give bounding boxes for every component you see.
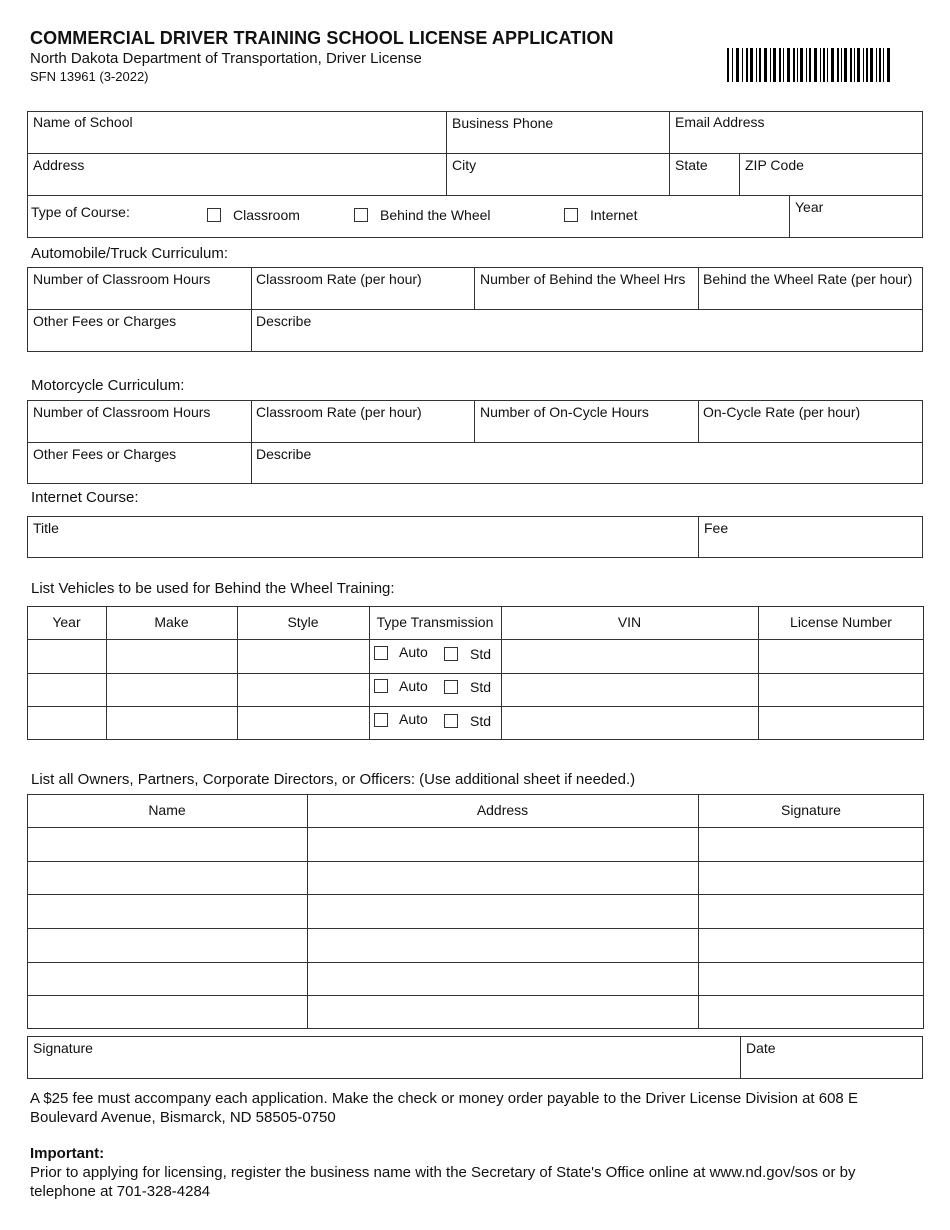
behind-the-wheel-option-label: Behind the Wheel (380, 207, 491, 223)
vehicles-col-make: Make (154, 614, 189, 630)
owners-col-signature: Signature (781, 802, 841, 818)
vehicle-3-std-label: Std (470, 713, 492, 729)
internet-option-label: Internet (590, 207, 638, 223)
date-field[interactable]: Date (746, 1040, 776, 1056)
address-field[interactable]: Address (33, 157, 85, 173)
vehicle-3-auto-checkbox[interactable] (374, 713, 388, 727)
auto-btw-hours-field[interactable]: Number of Behind the Wheel Hrs (480, 271, 686, 287)
moto-cycle-rate-field[interactable]: On-Cycle Rate (per hour) (703, 404, 861, 420)
moto-describe-field[interactable]: Describe (256, 446, 312, 462)
auto-other-fees-field[interactable]: Other Fees or Charges (33, 313, 177, 329)
auto-classroom-rate-field[interactable]: Classroom Rate (per hour) (256, 271, 422, 287)
moto-classroom-rate-field[interactable]: Classroom Rate (per hour) (256, 404, 422, 420)
form-title: COMMERCIAL DRIVER TRAINING SCHOOL LICENSE APPLICATION (30, 28, 614, 48)
internet-title-field[interactable]: Title (33, 520, 59, 536)
moto-curriculum-heading: Motorcycle Curriculum: (31, 377, 185, 394)
internet-course-table (27, 516, 923, 558)
city-field[interactable]: City (452, 157, 477, 173)
email-field[interactable]: Email Address (675, 114, 765, 130)
signature-table (27, 1036, 923, 1079)
important-heading: Important: (30, 1145, 105, 1162)
year-field[interactable]: Year (795, 199, 824, 215)
vehicle-1-std-label: Std (470, 646, 492, 662)
moto-other-fees-field[interactable]: Other Fees or Charges (33, 446, 177, 462)
auto-classroom-hours-field[interactable]: Number of Classroom Hours (33, 271, 211, 287)
owners-heading: List all Owners, Partners, Corporate Directors, or Officers: (Use additional sheet if needed.) (31, 771, 636, 788)
vehicles-heading: List Vehicles to be used for Behind the Wheel Training: (31, 580, 395, 597)
moto-cycle-hours-field[interactable]: Number of On-Cycle Hours (480, 404, 649, 420)
vehicle-2-std-label: Std (470, 679, 492, 695)
auto-btw-rate-field[interactable]: Behind the Wheel Rate (per hour) (703, 271, 913, 287)
vehicle-1-std-checkbox[interactable] (444, 647, 458, 661)
owners-col-address: Address (476, 802, 529, 818)
vehicles-col-year: Year (52, 614, 81, 630)
vehicles-col-vin: VIN (617, 614, 642, 630)
vehicle-3-std-checkbox[interactable] (444, 714, 458, 728)
internet-course-heading: Internet Course: (31, 489, 139, 506)
vehicle-1-auto-checkbox[interactable] (374, 646, 388, 660)
form-number: SFN 13961 (3-2022) (30, 69, 149, 84)
vehicle-2-auto-checkbox[interactable] (374, 679, 388, 693)
auto-curriculum-heading: Automobile/Truck Curriculum: (31, 245, 228, 262)
barcode-image (727, 48, 890, 82)
business-phone-field[interactable]: Business Phone (452, 115, 554, 131)
owners-col-name: Name (148, 802, 186, 818)
zip-field[interactable]: ZIP Code (745, 157, 804, 173)
moto-classroom-hours-field[interactable]: Number of Classroom Hours (33, 404, 211, 420)
vehicle-1-auto-label: Auto (399, 644, 428, 660)
vehicle-3-auto-label: Auto (399, 711, 428, 727)
auto-describe-field[interactable]: Describe (256, 313, 312, 329)
vehicle-2-auto-label: Auto (399, 678, 428, 694)
vehicle-2-std-checkbox[interactable] (444, 680, 458, 694)
school-name-field[interactable]: Name of School (33, 114, 133, 130)
vehicles-col-style: Style (287, 614, 319, 630)
state-field[interactable]: State (675, 157, 708, 173)
vehicles-col-license: License Number (790, 614, 892, 630)
department-name: North Dakota Department of Transportation, Driver License (30, 50, 422, 67)
fee-note: A $25 fee must accompany each application. Make the check or money order payable to the Driver License Division at 608 E Boulevard Avenue, Bismarck, ND 58505-0750 (30, 1090, 858, 1126)
internet-checkbox[interactable] (564, 208, 578, 222)
course-type-label: Type of Course: (31, 204, 130, 220)
owners-table (27, 794, 924, 1029)
signature-field[interactable]: Signature (33, 1040, 93, 1056)
classroom-checkbox[interactable] (207, 208, 221, 222)
vehicles-col-transmission: Type Transmission (376, 614, 494, 630)
classroom-option-label: Classroom (233, 207, 300, 223)
internet-fee-field[interactable]: Fee (704, 520, 729, 536)
important-text: Prior to applying for licensing, register the business name with the Secretary of State's Office online at www.nd.gov/sos or by telephone at 701-328-4284 (30, 1164, 856, 1200)
behind-the-wheel-checkbox[interactable] (354, 208, 368, 222)
